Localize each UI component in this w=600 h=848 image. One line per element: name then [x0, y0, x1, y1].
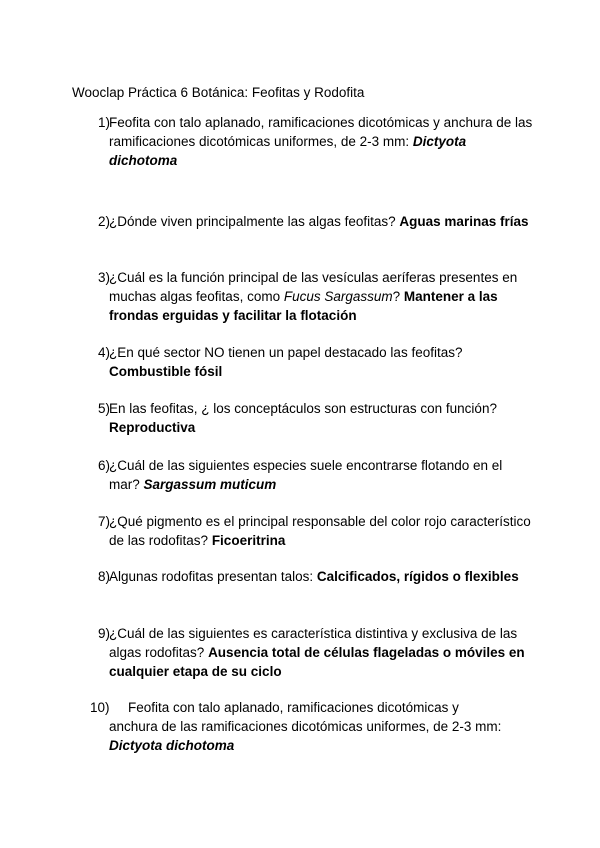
question-number: 2): [97, 214, 110, 229]
question-item-2: [88, 213, 533, 232]
question-text: ¿Cuál de las siguientes especies suele encontrarse flotando en el mar?: [109, 458, 503, 492]
document-title: Wooclap Práctica 6 Botánica: Feofitas y Rodofita: [72, 85, 365, 100]
question-item-9: [88, 625, 533, 681]
question-text: En las feofitas, ¿ los conceptáculos son estructuras con función?: [109, 401, 497, 416]
question-item-3: [88, 269, 533, 325]
question-text: ¿En qué sector NO tienen un papel destacado las feofitas?: [109, 345, 463, 360]
question-item-10: [88, 699, 533, 755]
question-item-6: [88, 457, 533, 495]
question-answer: Dictyota dichotoma: [109, 737, 235, 753]
question-number: 5): [97, 401, 110, 416]
question-number: 4): [97, 345, 110, 360]
question-answer: Ficoeritrina: [211, 532, 286, 548]
question-number: 7): [97, 514, 110, 529]
question-answer: Combustible fósil: [109, 363, 223, 379]
question-number: 6): [97, 458, 110, 473]
question-answer: Sargassum muticum: [143, 476, 277, 492]
question-item-5: [88, 400, 533, 438]
question-text-line1: Feofita con talo aplanado, ramificaciones dicotómicas y: [128, 700, 459, 715]
question-item-8: [88, 568, 533, 587]
question-text: Algunas rodofitas presentan talos:: [109, 569, 317, 584]
question-number: 8): [97, 569, 110, 584]
question-text-line2: anchura de las ramificaciones dicotómicas uniformes, de 2-3 mm:: [109, 718, 502, 734]
question-answer: Dictyota dichotoma: [109, 133, 467, 168]
species-name: Fucus Sargassum: [283, 288, 393, 304]
question-answer: Aguas marinas frías: [399, 214, 529, 229]
question-answer: Calcificados, rígidos o flexibles: [316, 569, 519, 584]
question-answer: Ausencia total de células flageladas o móviles en cualquier etapa de su ciclo: [109, 644, 525, 679]
question-number: 1): [97, 115, 110, 130]
question-text: ¿Qué pigmento es el principal responsable del color rojo característico de las rodofitas?: [109, 514, 531, 548]
question-text-end: ?: [392, 288, 404, 304]
question-item-1: [88, 114, 533, 170]
question-item-4: [88, 344, 533, 382]
question-number: 3): [97, 270, 110, 285]
question-number: 9): [97, 626, 110, 641]
question-text: ¿Dónde viven principalmente las algas feofitas?: [109, 214, 400, 229]
question-text: ¿Cuál es la función principal de las vesículas aeríferas presentes en muchas algas feofitas, como: [109, 270, 518, 304]
question-text: Feofita con talo aplanado, ramificaciones dicotómicas y anchura de las ramificaciones dicotómicas uniformes, de 2-3 mm:: [109, 115, 533, 149]
question-answer: Reproductiva: [109, 419, 196, 435]
question-text: ¿Cuál de las siguientes es característica distintiva y exclusiva de las algas rodofitas?: [109, 626, 518, 660]
question-number: 10): [90, 700, 110, 715]
question-item-7: [88, 513, 533, 551]
question-answer: Mantener a las frondas erguidas y facilitar la flotación: [109, 288, 498, 323]
